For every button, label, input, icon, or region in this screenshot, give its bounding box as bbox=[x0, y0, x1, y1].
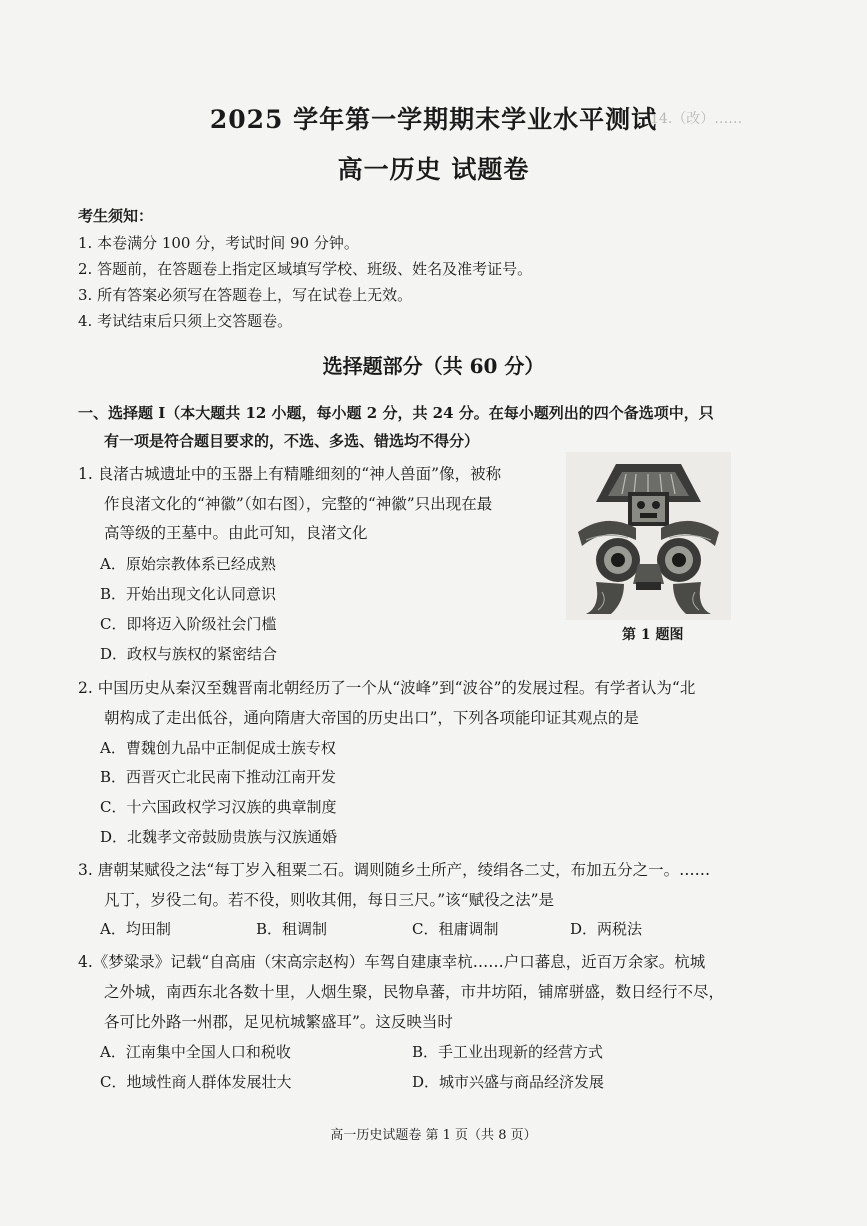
question-3-text: 3. 唐朝某赋役之法“每丁岁入租粟二石。调则随乡土所产，绫绢各二丈，布加五分之一。…… bbox=[78, 861, 711, 879]
question-2-option-c: C．十六国政权学习汉族的典章制度 bbox=[100, 798, 337, 816]
question-1-option-c: C．即将迈入阶级社会门槛 bbox=[100, 615, 277, 633]
question-2-option-d: D．北魏孝文帝鼓励贵族与汉族通婚 bbox=[100, 828, 338, 846]
question-1-text: 高等级的王墓中。由此可知，良渚文化 bbox=[104, 524, 368, 542]
question-4-option-d: D．城市兴盛与商品经济发展 bbox=[412, 1073, 605, 1091]
part-instructions: 一、选择题 I（本大题共 12 小题，每小题 2 分，共 24 分。在每小题列出的四个备选项中，只 bbox=[78, 404, 714, 422]
question-3-option-a: A．均田制 bbox=[100, 920, 171, 938]
question-1-text: 作良渚文化的“神徽”（如右图），完整的“神徽”只出现在最 bbox=[104, 495, 493, 513]
question-1-option-b: B．开始出现文化认同意识 bbox=[100, 585, 277, 603]
notice-item: 3. 所有答案必须写在答题卷上，写在试卷上无效。 bbox=[78, 286, 413, 304]
question-3-option-b: B．租调制 bbox=[256, 920, 328, 938]
question-2-text: 2. 中国历史从秦汉至魏晋南北朝经历了一个从“波峰”到“波谷”的发展过程。有学者认为“北 bbox=[78, 679, 696, 697]
question-2-option-b: B．西晋灭亡北民南下推动江南开发 bbox=[100, 768, 337, 786]
question-1-option-a: A．原始宗教体系已经成熟 bbox=[100, 555, 276, 573]
question-4-text: 4.《梦粱录》记载“自高庙（宋高宗赵构）车驾自建康幸杭……户口蕃息，近百万余家。杭城 bbox=[78, 953, 706, 971]
question-2-option-a: A．曹魏创九品中正制促成士族专权 bbox=[100, 739, 336, 757]
question-1-text: 1. 良渚古城遗址中的玉器上有精雕细刻的“神人兽面”像，被称 bbox=[78, 465, 502, 483]
page-footer: 高一历史试题卷 第 1 页（共 8 页） bbox=[330, 1128, 537, 1143]
question-4-text: 各可比外路一州郡，足见杭城繁盛耳”。这反映当时 bbox=[104, 1013, 453, 1031]
notice-item: 1. 本卷满分 100 分，考试时间 90 分钟。 bbox=[78, 234, 359, 252]
figure-caption: 第 1 题图 bbox=[622, 627, 684, 643]
question-2-text: 朝构成了走出低谷，通向隋唐大帝国的历史出口”，下列各项能印证其观点的是 bbox=[104, 709, 639, 727]
divine-emblem-figure bbox=[566, 452, 731, 620]
question-4-option-b: B．手工业出现新的经营方式 bbox=[412, 1043, 604, 1061]
question-3-text: 凡丁，岁役二旬。若不役，则收其佣，每日三尺。”该“赋役之法”是 bbox=[104, 891, 555, 909]
question-4-text: 之外城，南西东北各数十里，人烟生聚，民物阜蕃，市井坊陌，铺席骈盛，数日经行不尽， bbox=[104, 983, 725, 1001]
question-4-option-a: A．江南集中全国人口和税收 bbox=[100, 1043, 291, 1061]
question-3-option-c: C．租庸调制 bbox=[412, 920, 499, 938]
section-title: 选择题部分（共 60 分） bbox=[322, 354, 545, 378]
exam-title: 2025 学年第一学期期末学业水平测试 bbox=[209, 105, 658, 134]
question-1-option-d: D．政权与族权的紧密结合 bbox=[100, 645, 278, 663]
emblem-illustration bbox=[566, 452, 731, 620]
exam-subtitle: 高一历史 试题卷 bbox=[337, 155, 530, 184]
question-4-option-c: C．地域性商人群体发展壮大 bbox=[100, 1073, 292, 1091]
notice-item: 4. 考试结束后只须上交答题卷。 bbox=[78, 312, 293, 330]
notice-heading: 考生须知： bbox=[78, 207, 154, 225]
part-instructions: 有一项是符合题目要求的，不选、多选、错选均不得分） bbox=[104, 432, 480, 450]
question-3-option-d: D．两税法 bbox=[570, 920, 643, 938]
notice-item: 2. 答题前，在答题卷上指定区域填写学校、班级、姓名及准考证号。 bbox=[78, 260, 533, 278]
bleed-through-text: 14.（改）…… bbox=[650, 111, 743, 127]
